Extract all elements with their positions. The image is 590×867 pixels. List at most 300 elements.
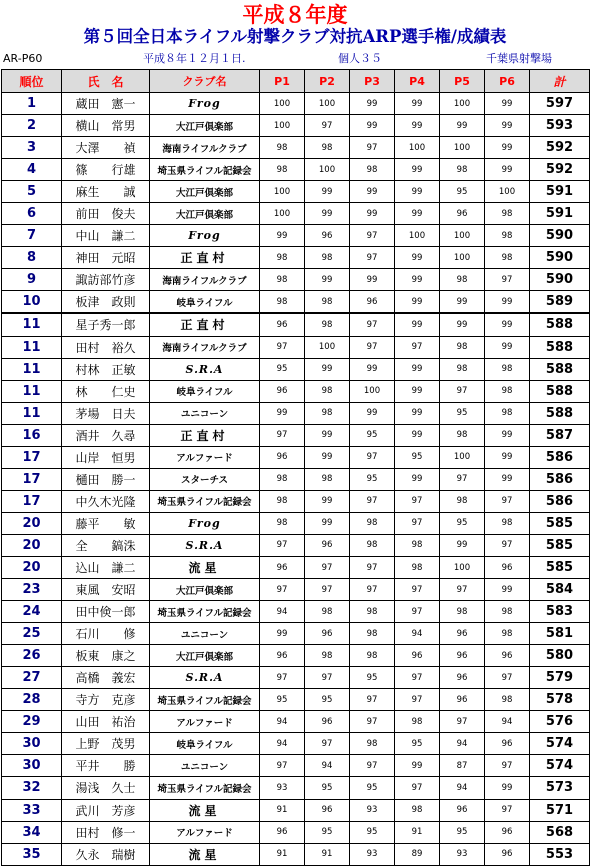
total-score-cell: 590 <box>530 269 590 291</box>
p5-score-cell: 98 <box>440 159 485 181</box>
p4-score-cell: 89 <box>395 843 440 865</box>
p6-score-cell: 98 <box>485 689 530 711</box>
athlete-name-cell: 村林 正敏 <box>62 358 150 380</box>
p4-score-cell: 97 <box>395 512 440 534</box>
p6-score-cell: 97 <box>485 799 530 821</box>
table-row <box>2 799 590 821</box>
p4-score-cell: 95 <box>395 446 440 468</box>
p1-score-cell: 95 <box>260 689 305 711</box>
club-name-cell: 正直村 <box>150 247 260 269</box>
total-score-cell: 579 <box>530 667 590 689</box>
rank-cell: 5 <box>2 181 62 203</box>
p3-score-cell: 97 <box>350 556 395 578</box>
table-row <box>2 843 590 865</box>
p4-score-cell: 97 <box>395 336 440 358</box>
p1-score-cell: 99 <box>260 623 305 645</box>
rank-cell: 11 <box>2 313 62 336</box>
athlete-name-cell: 大澤 禎 <box>62 137 150 159</box>
p6-score-cell: 96 <box>485 733 530 755</box>
table-row <box>2 93 590 115</box>
club-name-cell: 岐阜ライフル <box>150 380 260 402</box>
club-name-cell: 大江戸倶楽部 <box>150 181 260 203</box>
p5-score-cell: 95 <box>440 181 485 203</box>
p4-score-cell: 97 <box>395 667 440 689</box>
athlete-name-cell: 酒井 久尋 <box>62 424 150 446</box>
total-score-cell: 574 <box>530 755 590 777</box>
p2-score-cell: 98 <box>305 645 350 667</box>
p3-score-cell: 99 <box>350 203 395 225</box>
club-name-cell: 海南ライフルクラブ <box>150 336 260 358</box>
total-score-cell: 583 <box>530 601 590 623</box>
total-score-cell: 588 <box>530 380 590 402</box>
p6-score-cell: 99 <box>485 159 530 181</box>
rank-cell: 6 <box>2 203 62 225</box>
p6-score-cell: 99 <box>485 313 530 336</box>
p3-score-cell: 99 <box>350 358 395 380</box>
athlete-name-cell: 石川 修 <box>62 623 150 645</box>
rank-cell: 2 <box>2 115 62 137</box>
p1-score-cell: 100 <box>260 93 305 115</box>
club-name-cell: 流星 <box>150 556 260 578</box>
p6-score-cell: 98 <box>485 203 530 225</box>
p2-score-cell: 98 <box>305 291 350 314</box>
p4-score-cell: 97 <box>395 777 440 799</box>
p6-score-cell: 97 <box>485 755 530 777</box>
p2-score-cell: 100 <box>305 336 350 358</box>
rank-cell: 16 <box>2 424 62 446</box>
club-name-cell: 正直村 <box>150 313 260 336</box>
p5-score-cell: 100 <box>440 247 485 269</box>
p5-score-cell: 100 <box>440 556 485 578</box>
athlete-name-cell: 麻生 誠 <box>62 181 150 203</box>
p5-score-cell: 100 <box>440 137 485 159</box>
p3-score-cell: 98 <box>350 601 395 623</box>
p4-score-cell: 97 <box>395 601 440 623</box>
p4-score-cell: 97 <box>395 579 440 601</box>
p6-score-cell: 98 <box>485 380 530 402</box>
total-score-cell: 580 <box>530 645 590 667</box>
p5-score-cell: 96 <box>440 623 485 645</box>
p1-score-cell: 94 <box>260 733 305 755</box>
p4-score-cell: 99 <box>395 358 440 380</box>
p3-score-cell: 95 <box>350 821 395 843</box>
table-row <box>2 777 590 799</box>
p5-score-cell: 95 <box>440 402 485 424</box>
p5-score-cell: 98 <box>440 269 485 291</box>
total-score-cell: 588 <box>530 402 590 424</box>
p6-score-cell: 98 <box>485 601 530 623</box>
p4-score-cell: 99 <box>395 380 440 402</box>
rank-cell: 35 <box>2 843 62 865</box>
p1-score-cell: 94 <box>260 601 305 623</box>
p2-score-cell: 97 <box>305 556 350 578</box>
club-name-cell: アルファード <box>150 821 260 843</box>
club-name-cell: アルファード <box>150 711 260 733</box>
rank-cell: 26 <box>2 645 62 667</box>
rank-cell: 17 <box>2 446 62 468</box>
club-name-cell: アルファード <box>150 446 260 468</box>
p2-score-cell: 99 <box>305 358 350 380</box>
club-name-cell: 流星 <box>150 843 260 865</box>
table-row <box>2 291 590 314</box>
total-score-cell: 588 <box>530 358 590 380</box>
p3-score-cell: 95 <box>350 468 395 490</box>
table-row <box>2 601 590 623</box>
athlete-name-cell: 寺方 克彦 <box>62 689 150 711</box>
p1-score-cell: 99 <box>260 225 305 247</box>
total-score-cell: 588 <box>530 313 590 336</box>
athlete-name-cell: 武川 芳彦 <box>62 799 150 821</box>
table-row <box>2 336 590 358</box>
total-score-cell: 581 <box>530 623 590 645</box>
table-row <box>2 358 590 380</box>
p1-score-cell: 97 <box>260 755 305 777</box>
p5-score-cell: 100 <box>440 446 485 468</box>
p4-score-cell: 99 <box>395 181 440 203</box>
p2-score-cell: 99 <box>305 269 350 291</box>
p3-score-cell: 97 <box>350 579 395 601</box>
table-row <box>2 269 590 291</box>
p1-score-cell: 96 <box>260 446 305 468</box>
p2-score-cell: 99 <box>305 490 350 512</box>
p4-score-cell: 99 <box>395 755 440 777</box>
p4-score-cell: 99 <box>395 203 440 225</box>
athlete-name-cell: 諏訪部竹彦 <box>62 269 150 291</box>
p6-score-cell: 99 <box>485 777 530 799</box>
p6-score-cell: 99 <box>485 115 530 137</box>
p6-score-cell: 99 <box>485 93 530 115</box>
table-row <box>2 181 590 203</box>
p1-score-cell: 98 <box>260 247 305 269</box>
rank-cell: 20 <box>2 556 62 578</box>
rank-cell: 11 <box>2 402 62 424</box>
p5-score-cell: 98 <box>440 358 485 380</box>
p1-score-cell: 91 <box>260 799 305 821</box>
club-name-cell: スターチス <box>150 468 260 490</box>
rank-cell: 27 <box>2 667 62 689</box>
p3-score-cell: 95 <box>350 667 395 689</box>
p1-score-cell: 96 <box>260 313 305 336</box>
table-row <box>2 755 590 777</box>
p5-score-cell: 96 <box>440 799 485 821</box>
p2-score-cell: 97 <box>305 667 350 689</box>
p5-score-cell: 96 <box>440 645 485 667</box>
p6-score-cell: 98 <box>485 358 530 380</box>
col-header-score: 計 <box>530 70 590 93</box>
p4-score-cell: 97 <box>395 689 440 711</box>
p2-score-cell: 99 <box>305 424 350 446</box>
p6-score-cell: 98 <box>485 512 530 534</box>
club-name-cell: Frog <box>150 93 260 115</box>
rank-cell: 29 <box>2 711 62 733</box>
p4-score-cell: 98 <box>395 799 440 821</box>
p2-score-cell: 100 <box>305 93 350 115</box>
club-name-cell: S.R.A <box>150 667 260 689</box>
club-name-cell: Frog <box>150 225 260 247</box>
total-score-cell: 578 <box>530 689 590 711</box>
athlete-name-cell: 篠 行雄 <box>62 159 150 181</box>
p3-score-cell: 97 <box>350 755 395 777</box>
p3-score-cell: 99 <box>350 269 395 291</box>
table-row <box>2 667 590 689</box>
p2-score-cell: 98 <box>305 137 350 159</box>
p6-score-cell: 99 <box>485 291 530 314</box>
p3-score-cell: 97 <box>350 689 395 711</box>
p1-score-cell: 100 <box>260 181 305 203</box>
p1-score-cell: 96 <box>260 645 305 667</box>
p1-score-cell: 94 <box>260 711 305 733</box>
event-category: 個人３５ <box>338 52 382 65</box>
total-score-cell: 584 <box>530 579 590 601</box>
club-name-cell: ユニコーン <box>150 755 260 777</box>
club-name-cell: 埼玉県ライフル記録会 <box>150 689 260 711</box>
table-row <box>2 579 590 601</box>
rank-cell: 17 <box>2 490 62 512</box>
p4-score-cell: 99 <box>395 402 440 424</box>
page-title: 平成８年度 <box>242 2 348 27</box>
p5-score-cell: 95 <box>440 512 485 534</box>
p4-score-cell: 100 <box>395 137 440 159</box>
total-score-cell: 585 <box>530 512 590 534</box>
rank-cell: 23 <box>2 579 62 601</box>
p3-score-cell: 95 <box>350 424 395 446</box>
p6-score-cell: 97 <box>485 534 530 556</box>
total-score-cell: 589 <box>530 291 590 314</box>
total-score-cell: 591 <box>530 203 590 225</box>
total-score-cell: 597 <box>530 93 590 115</box>
athlete-name-cell: 板東 康之 <box>62 645 150 667</box>
club-name-cell: 埼玉県ライフル記録会 <box>150 601 260 623</box>
p3-score-cell: 97 <box>350 711 395 733</box>
p1-score-cell: 97 <box>260 534 305 556</box>
p3-score-cell: 98 <box>350 645 395 667</box>
club-name-cell: 埼玉県ライフル記録会 <box>150 490 260 512</box>
athlete-name-cell: 茅場 日夫 <box>62 402 150 424</box>
p6-score-cell: 99 <box>485 137 530 159</box>
p2-score-cell: 99 <box>305 446 350 468</box>
p2-score-cell: 100 <box>305 159 350 181</box>
table-row <box>2 512 590 534</box>
p4-score-cell: 99 <box>395 424 440 446</box>
table-row <box>2 313 590 336</box>
header-row <box>2 70 590 93</box>
col-header-p1: P1 <box>260 70 305 93</box>
athlete-name-cell: 中久木光隆 <box>62 490 150 512</box>
p3-score-cell: 98 <box>350 512 395 534</box>
table-row <box>2 623 590 645</box>
p3-score-cell: 99 <box>350 93 395 115</box>
rank-cell: 7 <box>2 225 62 247</box>
p1-score-cell: 91 <box>260 843 305 865</box>
p1-score-cell: 96 <box>260 821 305 843</box>
athlete-name-cell: 樋田 勝一 <box>62 468 150 490</box>
event-date: 平成８年１２月１日. <box>143 52 246 65</box>
table-row <box>2 556 590 578</box>
p6-score-cell: 96 <box>485 645 530 667</box>
table-row <box>2 380 590 402</box>
p5-score-cell: 98 <box>440 490 485 512</box>
rank-cell: 10 <box>2 291 62 314</box>
p1-score-cell: 99 <box>260 402 305 424</box>
club-name-cell: 埼玉県ライフル記録会 <box>150 777 260 799</box>
athlete-name-cell: 山岸 恒男 <box>62 446 150 468</box>
club-name-cell: Frog <box>150 512 260 534</box>
p4-score-cell: 91 <box>395 821 440 843</box>
table-row <box>2 203 590 225</box>
p6-score-cell: 99 <box>485 468 530 490</box>
p4-score-cell: 100 <box>395 225 440 247</box>
p3-score-cell: 97 <box>350 446 395 468</box>
p6-score-cell: 100 <box>485 181 530 203</box>
club-name-cell: 大江戸倶楽部 <box>150 579 260 601</box>
athlete-name-cell: 高橋 義宏 <box>62 667 150 689</box>
rank-cell: 8 <box>2 247 62 269</box>
total-score-cell: 590 <box>530 247 590 269</box>
p1-score-cell: 96 <box>260 556 305 578</box>
total-score-cell: 576 <box>530 711 590 733</box>
p5-score-cell: 98 <box>440 601 485 623</box>
p5-score-cell: 94 <box>440 733 485 755</box>
athlete-name-cell: 中山 謙二 <box>62 225 150 247</box>
athlete-name-cell: 全 鎬洙 <box>62 534 150 556</box>
p2-score-cell: 98 <box>305 313 350 336</box>
athlete-name-cell: 込山 謙二 <box>62 556 150 578</box>
col-header-p6: P6 <box>485 70 530 93</box>
p3-score-cell: 95 <box>350 777 395 799</box>
p1-score-cell: 97 <box>260 424 305 446</box>
total-score-cell: 568 <box>530 821 590 843</box>
total-score-cell: 553 <box>530 843 590 865</box>
col-header-p5: P5 <box>440 70 485 93</box>
table-row <box>2 159 590 181</box>
p4-score-cell: 98 <box>395 711 440 733</box>
p1-score-cell: 96 <box>260 380 305 402</box>
p3-score-cell: 99 <box>350 402 395 424</box>
p5-score-cell: 93 <box>440 843 485 865</box>
p2-score-cell: 94 <box>305 755 350 777</box>
rank-cell: 32 <box>2 777 62 799</box>
p4-score-cell: 99 <box>395 291 440 314</box>
results-body <box>2 93 590 866</box>
p5-score-cell: 96 <box>440 203 485 225</box>
club-name-cell: 岐阜ライフル <box>150 291 260 314</box>
p2-score-cell: 96 <box>305 799 350 821</box>
rank-cell: 4 <box>2 159 62 181</box>
rank-cell: 1 <box>2 93 62 115</box>
p3-score-cell: 99 <box>350 181 395 203</box>
p1-score-cell: 98 <box>260 512 305 534</box>
total-score-cell: 586 <box>530 490 590 512</box>
athlete-name-cell: 田村 修一 <box>62 821 150 843</box>
p6-score-cell: 98 <box>485 225 530 247</box>
p2-score-cell: 96 <box>305 534 350 556</box>
rank-cell: 11 <box>2 336 62 358</box>
p4-score-cell: 99 <box>395 93 440 115</box>
p2-score-cell: 99 <box>305 203 350 225</box>
table-row <box>2 446 590 468</box>
p1-score-cell: 98 <box>260 269 305 291</box>
p4-score-cell: 94 <box>395 623 440 645</box>
club-name-cell: S.R.A <box>150 358 260 380</box>
p4-score-cell: 98 <box>395 556 440 578</box>
table-row <box>2 689 590 711</box>
athlete-name-cell: 久永 瑞樹 <box>62 843 150 865</box>
table-row <box>2 424 590 446</box>
p3-score-cell: 100 <box>350 380 395 402</box>
event-venue: 千葉県射撃場 <box>486 52 552 65</box>
p3-score-cell: 98 <box>350 733 395 755</box>
rank-cell: 17 <box>2 468 62 490</box>
athlete-name-cell: 横山 常男 <box>62 115 150 137</box>
athlete-name-cell: 田村 裕久 <box>62 336 150 358</box>
results-table <box>1 69 590 866</box>
club-name-cell: 大江戸倶楽部 <box>150 645 260 667</box>
rank-cell: 3 <box>2 137 62 159</box>
table-row <box>2 137 590 159</box>
athlete-name-cell: 星子秀一郎 <box>62 313 150 336</box>
total-score-cell: 592 <box>530 137 590 159</box>
p2-score-cell: 98 <box>305 380 350 402</box>
p5-score-cell: 100 <box>440 225 485 247</box>
col-header-club: クラブ名 <box>150 70 260 93</box>
p5-score-cell: 97 <box>440 579 485 601</box>
p3-score-cell: 98 <box>350 534 395 556</box>
p4-score-cell: 99 <box>395 159 440 181</box>
total-score-cell: 585 <box>530 556 590 578</box>
p3-score-cell: 97 <box>350 336 395 358</box>
p4-score-cell: 98 <box>395 534 440 556</box>
p4-score-cell: 99 <box>395 115 440 137</box>
total-score-cell: 574 <box>530 733 590 755</box>
p4-score-cell: 97 <box>395 490 440 512</box>
athlete-name-cell: 前田 俊夫 <box>62 203 150 225</box>
total-score-cell: 587 <box>530 424 590 446</box>
p1-score-cell: 97 <box>260 336 305 358</box>
p1-score-cell: 98 <box>260 490 305 512</box>
athlete-name-cell: 上野 茂男 <box>62 733 150 755</box>
p3-score-cell: 97 <box>350 137 395 159</box>
p5-score-cell: 97 <box>440 468 485 490</box>
p1-score-cell: 98 <box>260 159 305 181</box>
table-row <box>2 821 590 843</box>
p6-score-cell: 94 <box>485 711 530 733</box>
p2-score-cell: 95 <box>305 689 350 711</box>
p1-score-cell: 93 <box>260 777 305 799</box>
col-header-name: 氏 名 <box>62 70 150 93</box>
total-score-cell: 586 <box>530 468 590 490</box>
p2-score-cell: 97 <box>305 115 350 137</box>
club-name-cell: ユニコーン <box>150 623 260 645</box>
p3-score-cell: 98 <box>350 623 395 645</box>
table-row <box>2 115 590 137</box>
p6-score-cell: 96 <box>485 843 530 865</box>
p5-score-cell: 99 <box>440 115 485 137</box>
athlete-name-cell: 神田 元昭 <box>62 247 150 269</box>
p5-score-cell: 97 <box>440 380 485 402</box>
p6-score-cell: 99 <box>485 579 530 601</box>
p2-score-cell: 98 <box>305 468 350 490</box>
p2-score-cell: 96 <box>305 623 350 645</box>
p1-score-cell: 100 <box>260 203 305 225</box>
total-score-cell: 588 <box>530 336 590 358</box>
club-name-cell: 岐阜ライフル <box>150 733 260 755</box>
col-header-rank: 順位 <box>2 70 62 93</box>
p3-score-cell: 99 <box>350 115 395 137</box>
club-name-cell: 大江戸倶楽部 <box>150 115 260 137</box>
p2-score-cell: 95 <box>305 777 350 799</box>
p5-score-cell: 95 <box>440 821 485 843</box>
total-score-cell: 586 <box>530 446 590 468</box>
